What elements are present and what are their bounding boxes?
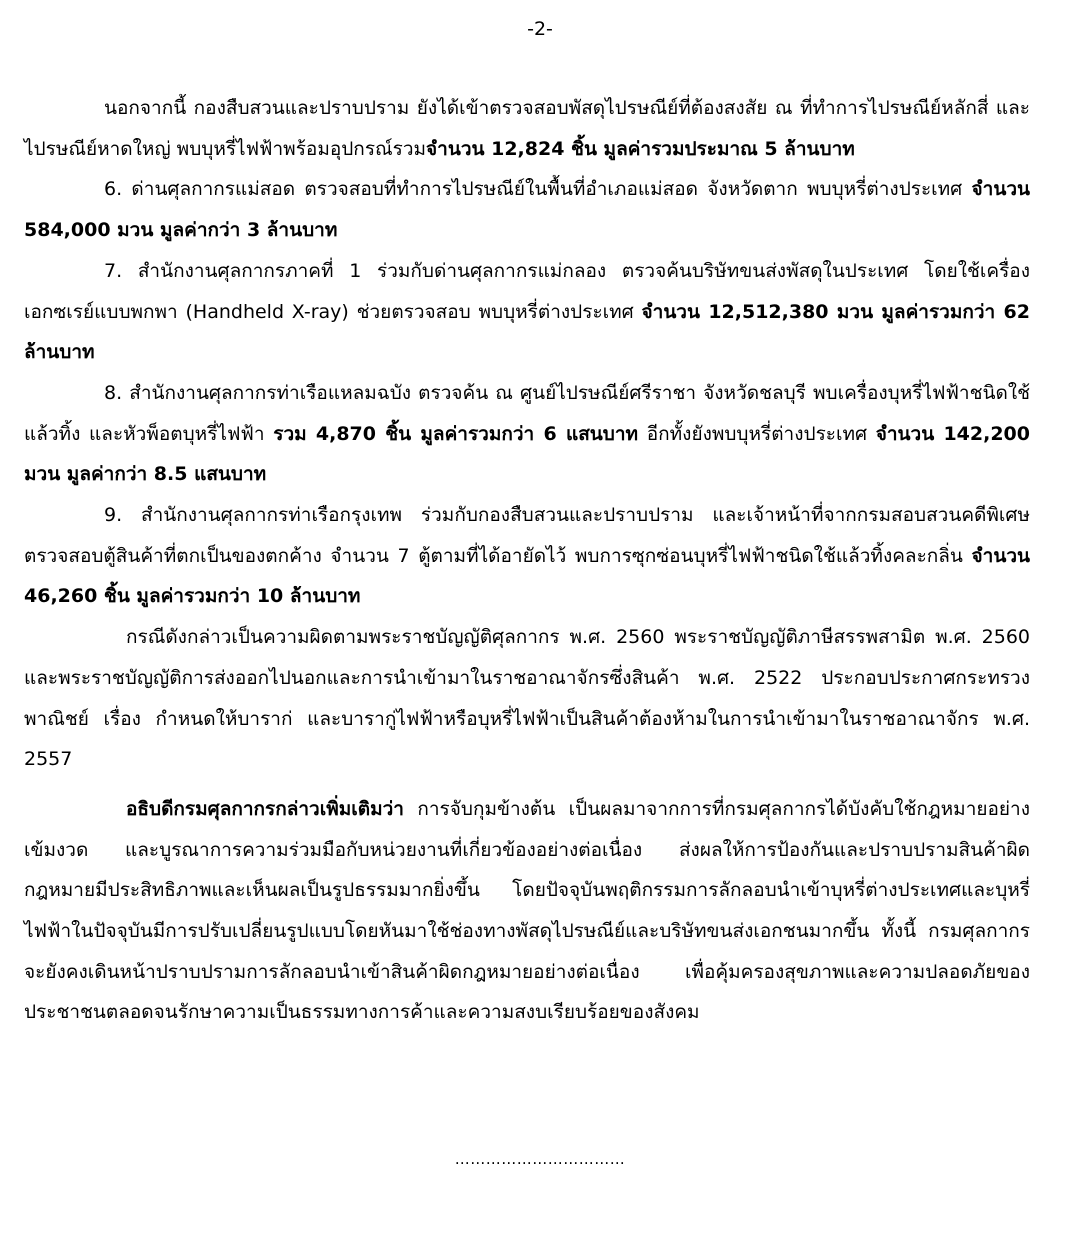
item-text: 9. สำนักงานศุลกากรท่าเรือกรุงเทพ ร่วมกับกองสืบสวนและปราบปราม และเจ้าหน้าที่จากกรมสอบสวนคดีพิเศษ ตรวจสอบตู้สินค้าที่ตกเป็นของตกค้าง จำนวน 7 ตู้ตามที่ได้อายัดไว้ พบการซุกซ่อนบุหรี่ไฟฟ้าชนิดใช้แล้วทิ้งคละกลิ่น [24, 504, 1030, 567]
paragraph-gap [24, 780, 1030, 789]
item-8 [24, 373, 1030, 495]
paragraph-legal-basis [24, 617, 1030, 780]
item-text-continued: อีกทั้งยังพบบุหรี่ต่างประเทศ [638, 422, 876, 445]
paragraph-text: การจับกุมข้างต้น เป็นผลมาจากการที่กรมศุลกากรได้บังคับใช้กฎหมายอย่างเข้มงวด และบูรณาการความร่วมมือกับหน่วยงานที่เกี่ยวข้องอย่างต่อเนื่อง ส่งผลให้การป้องกันและปราบปรามสินค้าผิดกฎหมายมีประสิทธิภาพและเห็นผลเป็นรูปธรรมมากยิ่งขึ้น โดยปัจจุบันพฤติกรรมการลักลอบนำเข้าบุหรี่ต่างประเทศและบุหรี่ไฟฟ้าในปัจจุบันมีการปรับเปลี่ยนรูปแบบโดยหันมาใช้ช่องทางพัสดุไปรษณีย์และบริษัทขนส่งเอกชนมากขึ้น ทั้งนี้ กรมศุลกากรจะยังคงเดินหน้าปราบปรามการลักลอบนำเข้าสินค้าผิดกฎหมายอย่างต่อเนื่อง เพื่อคุ้มครองสุขภาพและความปลอดภัยของประชาชนตลอดจนรักษาความเป็นธรรมทางการค้าและความสงบเรียบร้อยของสังคม [24, 797, 1030, 1024]
seizure-summary: จำนวน 12,824 ชิ้น มูลค่ารวมประมาณ 5 ล้านบาท [426, 137, 855, 160]
paragraph-postal-inspection [24, 88, 1030, 169]
item-9 [24, 495, 1030, 617]
paragraph-text: นอกจากนี้ กองสืบสวนและปราบปราม ยังได้เข้าตรวจสอบพัสดุไปรษณีย์ที่ต้องสงสัย ณ ที่ทำการไปรษณีย์หลักสี่ และไปรษณีย์หาดใหญ่ พบบุหรี่ไฟฟ้าพร้อมอุปกรณ์รวม [24, 97, 1031, 160]
seizure-summary-second: จำนวน 142,200 มวน มูลค่ากว่า 8.5 แสนบาท [24, 422, 1031, 486]
seizure-summary: จำนวน 12,512,380 มวน มูลค่ารวมกว่า 62 ล้านบาท [24, 300, 1030, 364]
item-6 [24, 169, 1030, 250]
paragraph-text: กรณีดังกล่าวเป็นความผิดตามพระราชบัญญัติศุลกากร พ.ศ. 2560 พระราชบัญญัติภาษีสรรพสามิต พ.ศ. 2560 และพระราชบัญญัติการส่งออกไปนอกและการนำเข้ามาในราชอาณาจักรซึ่งสินค้า พ.ศ. 2522 ประกอบประกาศกระทรวงพาณิชย์ เรื่อง กำหนดให้บาราก่ และบารากู่ไฟฟ้าหรือบุหรี่ไฟฟ้าเป็นสินค้าต้องห้ามในการนำเข้ามาในราชอาณาจักร พ.ศ. 2557 [24, 626, 1030, 771]
seizure-summary: จำนวน 584,000 มวน มูลค่ากว่า 3 ล้านบาท [24, 178, 1030, 242]
item-text: 8. สำนักงานศุลกากรท่าเรือแหลมฉบัง ตรวจค้น ณ ศูนย์ไปรษณีย์ศรีราชา จังหวัดชลบุรี พบเครื่องบุหรี่ไฟฟ้าชนิดใช้แล้วทิ้ง และหัวพ็อตบุหรี่ไฟฟ้า [24, 381, 1030, 445]
page-number: -2- [527, 18, 553, 40]
item-7 [24, 251, 1030, 373]
seizure-summary: รวม 4,870 ชิ้น มูลค่ารวมกว่า 6 แสนบาท [273, 422, 639, 445]
paragraph-director-statement [24, 789, 1030, 1033]
seizure-summary: จำนวน 46,260 ชิ้น มูลค่ารวมกว่า 10 ล้านบาท [24, 544, 1030, 608]
item-text: 7. สำนักงานศุลกากรภาคที่ 1 ร่วมกับด่านศุลกากรแม่กลอง ตรวจค้นบริษัทขนส่งพัสดุในประเทศ โดยใช้เครื่องเอกซเรย์แบบพกพา (Handheld X-ray) ช่วยตรวจสอบ พบบุหรี่ต่างประเทศ [24, 259, 1030, 323]
document-body [24, 88, 1030, 1033]
end-of-document-marker: …………………………… [454, 1150, 626, 1168]
statement-lead: อธิบดีกรมศุลกากรกล่าวเพิ่มเติมว่า [126, 797, 404, 820]
item-text: 6. ด่านศุลกากรแม่สอด ตรวจสอบที่ทำการไปรษณีย์ในพื้นที่อำเภอแม่สอด จังหวัดตาก พบบุหรี่ต่างประเทศ [104, 178, 972, 201]
